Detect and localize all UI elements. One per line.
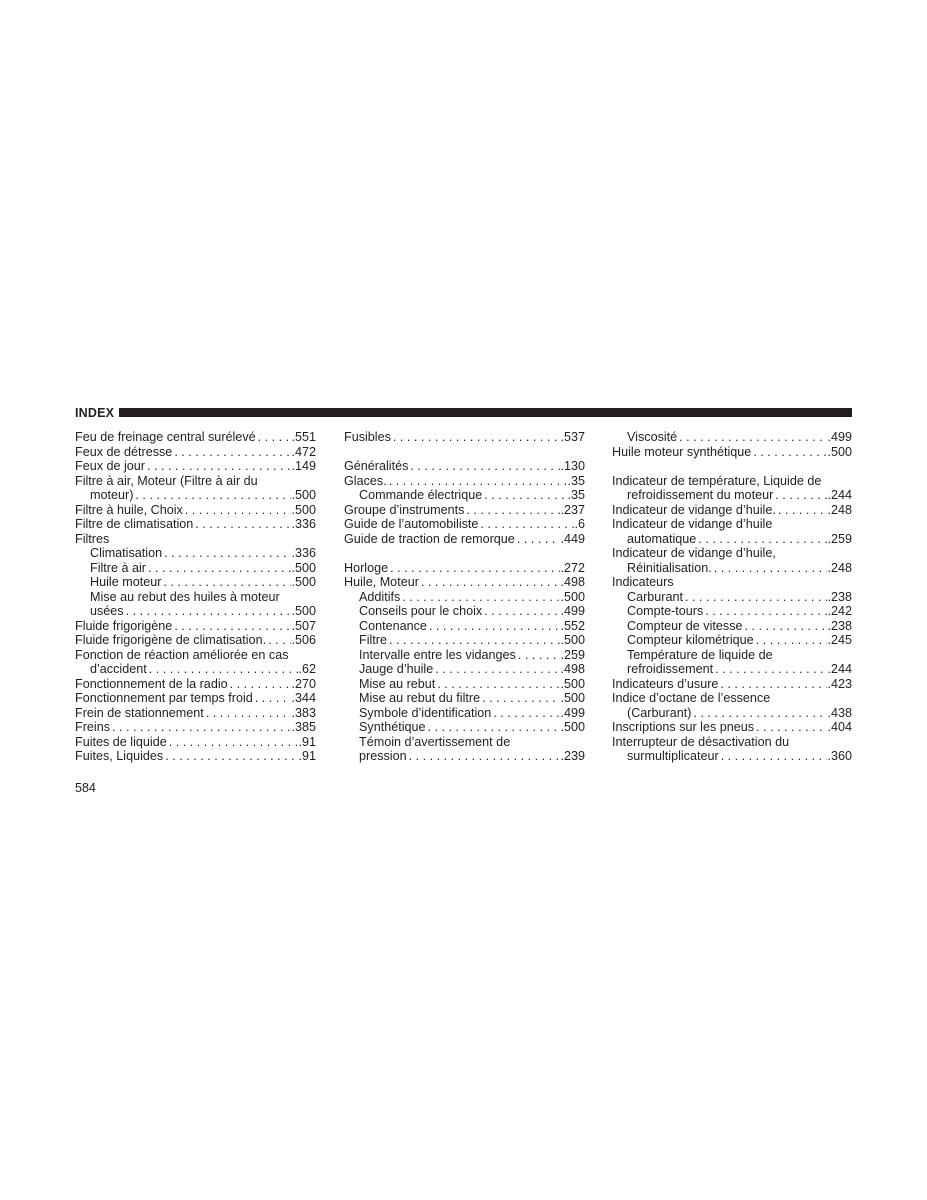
index-entry <box>75 430 316 445</box>
index-subentry <box>612 633 852 648</box>
dot-leader <box>206 706 292 721</box>
entry-page: .500 <box>560 676 585 691</box>
entry-text: Température de liquide de <box>627 647 773 662</box>
dot-leader <box>410 459 560 474</box>
index-subentry <box>344 590 585 605</box>
entry-page: .360 <box>827 749 852 763</box>
entry-text: Synthétique <box>359 720 426 734</box>
index-entry <box>612 474 852 489</box>
entry-page: .245 <box>827 633 852 647</box>
index-column-1 <box>75 430 316 764</box>
entry-text: Filtre <box>359 633 387 647</box>
entry-page: .500 <box>560 589 585 604</box>
entry-page: .404 <box>827 720 852 734</box>
entry-text: Filtre à huile, Choix <box>75 502 183 517</box>
entry-page: .259 <box>827 531 852 546</box>
index-subentry <box>344 662 585 677</box>
index-entry <box>75 735 316 750</box>
entry-text: Compteur de vitesse <box>627 618 743 633</box>
entry-page: .238 <box>827 618 852 633</box>
dot-leader <box>775 488 827 503</box>
index-entry <box>344 474 585 489</box>
entry-text: Fonctionnement par temps froid <box>75 691 253 705</box>
index-subentry <box>344 691 585 706</box>
dot-leader <box>409 749 561 764</box>
entry-text: Réinitialisation. <box>627 560 712 575</box>
entry-page: .499 <box>560 604 585 618</box>
entry-text: Symbole d’identification <box>359 705 492 720</box>
entry-text: Jauge d’huile <box>359 662 434 676</box>
dot-leader <box>389 474 568 489</box>
entry-page: .500 <box>291 488 316 502</box>
entry-text: Glaces. <box>344 473 387 488</box>
index-entry <box>612 517 852 532</box>
entry-text: usées <box>90 604 124 618</box>
index-entry <box>612 691 852 706</box>
dot-leader <box>174 445 291 460</box>
index-entry <box>75 445 316 460</box>
index-column-2 <box>344 430 585 764</box>
index-entry <box>612 735 852 750</box>
entry-text: Freins <box>75 720 110 734</box>
entry-text: Fluide frigorigène de climatisation. <box>75 633 267 647</box>
index-entry <box>612 445 852 460</box>
index-entry <box>75 619 316 634</box>
index-entry <box>75 474 316 489</box>
entry-page: .499 <box>827 430 852 444</box>
dot-leader <box>756 720 827 735</box>
index-subentry <box>612 619 852 634</box>
entry-page: .336 <box>291 546 316 560</box>
index-subentry <box>344 488 585 503</box>
entry-page: .500 <box>291 604 316 618</box>
dot-leader <box>428 720 561 735</box>
dot-leader <box>255 691 292 706</box>
entry-text: surmultiplicateur <box>627 749 719 763</box>
entry-page: .498 <box>560 662 585 676</box>
entry-gap <box>344 546 585 561</box>
dot-leader <box>195 517 291 532</box>
index-entry <box>75 532 316 547</box>
entry-text: Guide de l’automobiliste <box>344 517 479 531</box>
entry-gap <box>612 459 852 474</box>
entry-text: moteur) <box>90 488 134 502</box>
entry-text: Mise au rebut du filtre <box>359 691 481 705</box>
index-entry <box>344 532 585 547</box>
entry-page: .500 <box>291 575 316 589</box>
entry-page: .500 <box>560 633 585 647</box>
index-entry <box>75 749 316 764</box>
index-entry <box>75 459 316 474</box>
dot-leader <box>437 677 560 692</box>
entry-text: Indicateur de vidange d’huile <box>612 517 773 531</box>
dot-leader <box>147 459 291 474</box>
entry-text: Indicateur de vidange d’huile. <box>612 502 776 517</box>
entry-page: .449 <box>560 531 585 546</box>
entry-page: .499 <box>560 705 585 720</box>
index-entry <box>344 561 585 576</box>
index-entry <box>75 691 316 706</box>
entry-text: Mise au rebut <box>359 676 436 691</box>
entry-page: .91 <box>298 749 316 763</box>
entry-page: .270 <box>291 676 316 691</box>
entry-text: pression <box>359 749 407 763</box>
entry-text: Fuites de liquide <box>75 734 167 749</box>
dot-leader <box>720 677 827 692</box>
entry-text: Feux de détresse <box>75 444 173 459</box>
entry-text: Compte-tours <box>627 604 704 618</box>
entry-page: .35 <box>567 473 585 488</box>
entry-text: Additifs <box>359 589 401 604</box>
entry-page: .552 <box>560 618 585 633</box>
entry-page: .130 <box>560 459 585 473</box>
index-entry <box>75 488 316 503</box>
entry-text: Feux de jour <box>75 459 146 473</box>
entry-text: Intervalle entre les vidanges <box>359 647 516 662</box>
entry-text: Fonctionnement de la radio <box>75 676 228 691</box>
entry-text: Indicateur de température, Liquide de <box>612 473 822 488</box>
entry-page: .498 <box>560 575 585 589</box>
dot-leader <box>435 662 560 677</box>
entry-text: refroidissement <box>627 662 714 676</box>
index-entry <box>612 561 852 576</box>
entry-page: .62 <box>298 662 316 676</box>
dot-leader <box>148 561 292 576</box>
index-subentry <box>344 749 585 764</box>
entry-page: .500 <box>291 502 316 517</box>
page-number: 584 <box>75 781 96 795</box>
dot-leader <box>484 604 560 619</box>
dot-leader <box>185 503 292 518</box>
dot-leader <box>721 749 828 764</box>
dot-leader <box>268 633 291 648</box>
index-entry <box>612 546 852 561</box>
entry-page: .6 <box>574 517 585 531</box>
entry-text: Viscosité <box>627 430 678 444</box>
entry-page: .239 <box>560 749 585 763</box>
index-entry <box>75 517 316 532</box>
entry-page: .385 <box>291 720 316 734</box>
entry-text: (Carburant) <box>627 705 692 720</box>
entry-text: Contenance <box>359 618 427 633</box>
dot-leader <box>169 735 299 750</box>
dot-leader <box>685 590 827 605</box>
entry-text: Horloge <box>344 560 389 575</box>
entry-page: .259 <box>560 647 585 662</box>
header-rule <box>119 408 852 417</box>
dot-leader <box>518 648 561 663</box>
entry-page: .423 <box>827 676 852 691</box>
index-subentry <box>612 648 852 663</box>
entry-text: Compteur kilométrique <box>627 633 754 647</box>
dot-leader <box>778 503 828 518</box>
index-entry <box>75 633 316 648</box>
index-subentry <box>612 662 852 677</box>
dot-leader <box>165 749 298 764</box>
index-subentry <box>344 604 585 619</box>
index-entry <box>75 662 316 677</box>
index-subentry <box>344 648 585 663</box>
entry-page: .244 <box>827 488 852 502</box>
entry-text: Indicateurs d’usure <box>612 676 719 691</box>
index-entry <box>344 503 585 518</box>
index-subentry <box>344 677 585 692</box>
index-entry <box>75 503 316 518</box>
entry-text: Conseils pour le choix <box>359 604 483 618</box>
entry-page: .472 <box>291 444 316 459</box>
dot-leader <box>517 532 561 547</box>
index-entry <box>612 677 852 692</box>
entry-page: .506 <box>291 633 316 647</box>
entry-text: Filtre à air <box>90 560 146 575</box>
entry-text: Filtre de climatisation <box>75 517 194 531</box>
dot-leader <box>164 546 291 561</box>
entry-page: .507 <box>291 618 316 633</box>
dot-leader <box>756 633 828 648</box>
index-entry <box>612 720 852 735</box>
index-entry <box>75 677 316 692</box>
dot-leader <box>715 662 827 677</box>
entry-text: Carburant <box>627 589 684 604</box>
entry-text: Inscriptions sur les pneus <box>612 720 755 734</box>
entry-text: Indicateur de vidange d’huile, <box>612 546 776 560</box>
index-entry <box>344 430 585 445</box>
index-entry <box>75 720 316 735</box>
entry-page: .537 <box>560 430 585 444</box>
dot-leader <box>698 532 827 547</box>
index-header <box>75 406 852 420</box>
entry-text: Indice d’octane de l’essence <box>612 691 771 705</box>
index-subentry <box>75 575 316 590</box>
entry-text: Groupe d’instruments <box>344 502 465 517</box>
entry-page: .500 <box>560 720 585 734</box>
entry-text: Interrupteur de désactivation du <box>612 734 790 749</box>
entry-page: .242 <box>827 604 852 618</box>
entry-text: Feu de freinage central surélevé <box>75 430 256 444</box>
dot-leader <box>753 445 827 460</box>
index-entry <box>344 517 585 532</box>
entry-page: .248 <box>827 560 852 575</box>
entry-page: .272 <box>560 560 585 575</box>
dot-leader <box>493 706 560 721</box>
dot-leader <box>466 503 560 518</box>
index-subentry <box>75 590 316 605</box>
entry-gap <box>344 445 585 460</box>
dot-leader <box>174 619 291 634</box>
entry-text: Fusibles <box>344 430 391 444</box>
entry-text: Huile moteur <box>90 575 162 589</box>
dot-leader <box>112 720 291 735</box>
index-entry <box>344 575 585 590</box>
entry-page: .500 <box>560 691 585 705</box>
entry-page: .149 <box>291 459 316 473</box>
entry-page: .344 <box>291 691 316 705</box>
index-subentry <box>344 633 585 648</box>
entry-text: Filtre à air, Moteur (Filtre à air du <box>75 473 258 488</box>
dot-leader <box>693 706 827 721</box>
index-entry <box>612 532 852 547</box>
dot-leader <box>745 619 828 634</box>
index-entry <box>75 706 316 721</box>
entry-page: .91 <box>298 734 316 749</box>
entry-text: Climatisation <box>90 546 163 560</box>
dot-leader <box>482 691 560 706</box>
dot-leader <box>679 430 827 445</box>
dot-leader <box>393 430 561 445</box>
index-subentry <box>75 546 316 561</box>
index-entry <box>344 459 585 474</box>
entry-text: Fuites, Liquides <box>75 749 164 763</box>
entry-text: refroidissement du moteur <box>627 488 774 502</box>
entry-text: Fluide frigorigène <box>75 618 173 633</box>
entry-page: .35 <box>567 488 585 502</box>
dot-leader <box>705 604 827 619</box>
index-title: INDEX <box>75 406 115 420</box>
entry-text: Fonction de réaction améliorée en cas <box>75 647 289 662</box>
entry-page: .336 <box>291 517 316 531</box>
entry-page: .238 <box>827 589 852 604</box>
dot-leader <box>390 561 560 576</box>
entry-page: .244 <box>827 662 852 676</box>
entry-text: Mise au rebut des huiles à moteur <box>90 589 280 604</box>
dot-leader <box>714 561 828 576</box>
index-entry <box>612 575 852 590</box>
entry-text: Commande électrique <box>359 488 483 502</box>
dot-leader <box>389 633 560 648</box>
dot-leader <box>484 488 567 503</box>
entry-text: Huile, Moteur <box>344 575 419 589</box>
index-entry <box>612 706 852 721</box>
entry-text: automatique <box>627 531 697 546</box>
dot-leader <box>480 517 574 532</box>
dot-leader <box>163 575 291 590</box>
index-subentry <box>344 735 585 750</box>
entry-page: .438 <box>827 705 852 720</box>
index-entry <box>612 749 852 764</box>
index-subentry <box>75 561 316 576</box>
index-subentry <box>612 604 852 619</box>
entry-text: Filtres <box>75 531 110 546</box>
entry-page: .237 <box>560 502 585 517</box>
entry-text: Indicateurs <box>612 575 674 589</box>
dot-leader <box>258 430 292 445</box>
entry-text: Généralités <box>344 459 409 473</box>
entry-page: .500 <box>291 560 316 575</box>
index-entry <box>612 503 852 518</box>
index-subentry <box>612 430 852 445</box>
index-subentry <box>344 720 585 735</box>
entry-page: .500 <box>827 444 852 459</box>
dot-leader <box>149 662 299 677</box>
entry-text: Frein de stationnement <box>75 705 204 720</box>
index-subentry <box>344 706 585 721</box>
dot-leader <box>230 677 292 692</box>
entry-text: Guide de traction de remorque <box>344 531 515 546</box>
index-subentry <box>75 604 316 619</box>
index-subentry <box>344 619 585 634</box>
dot-leader <box>429 619 561 634</box>
entry-text: Huile moteur synthétique <box>612 444 752 459</box>
index-entry <box>75 648 316 663</box>
index-subentry <box>612 590 852 605</box>
entry-text: Témoin d’avertissement de <box>359 734 511 749</box>
dot-leader <box>421 575 561 590</box>
entry-page: .551 <box>291 430 316 444</box>
entry-page: .248 <box>827 502 852 517</box>
dot-leader <box>126 604 292 619</box>
index-column-3 <box>612 430 852 764</box>
dot-leader <box>135 488 291 503</box>
dot-leader <box>402 590 560 605</box>
index-entry <box>612 488 852 503</box>
entry-page: .383 <box>291 705 316 720</box>
entry-text: d’accident <box>90 662 147 676</box>
